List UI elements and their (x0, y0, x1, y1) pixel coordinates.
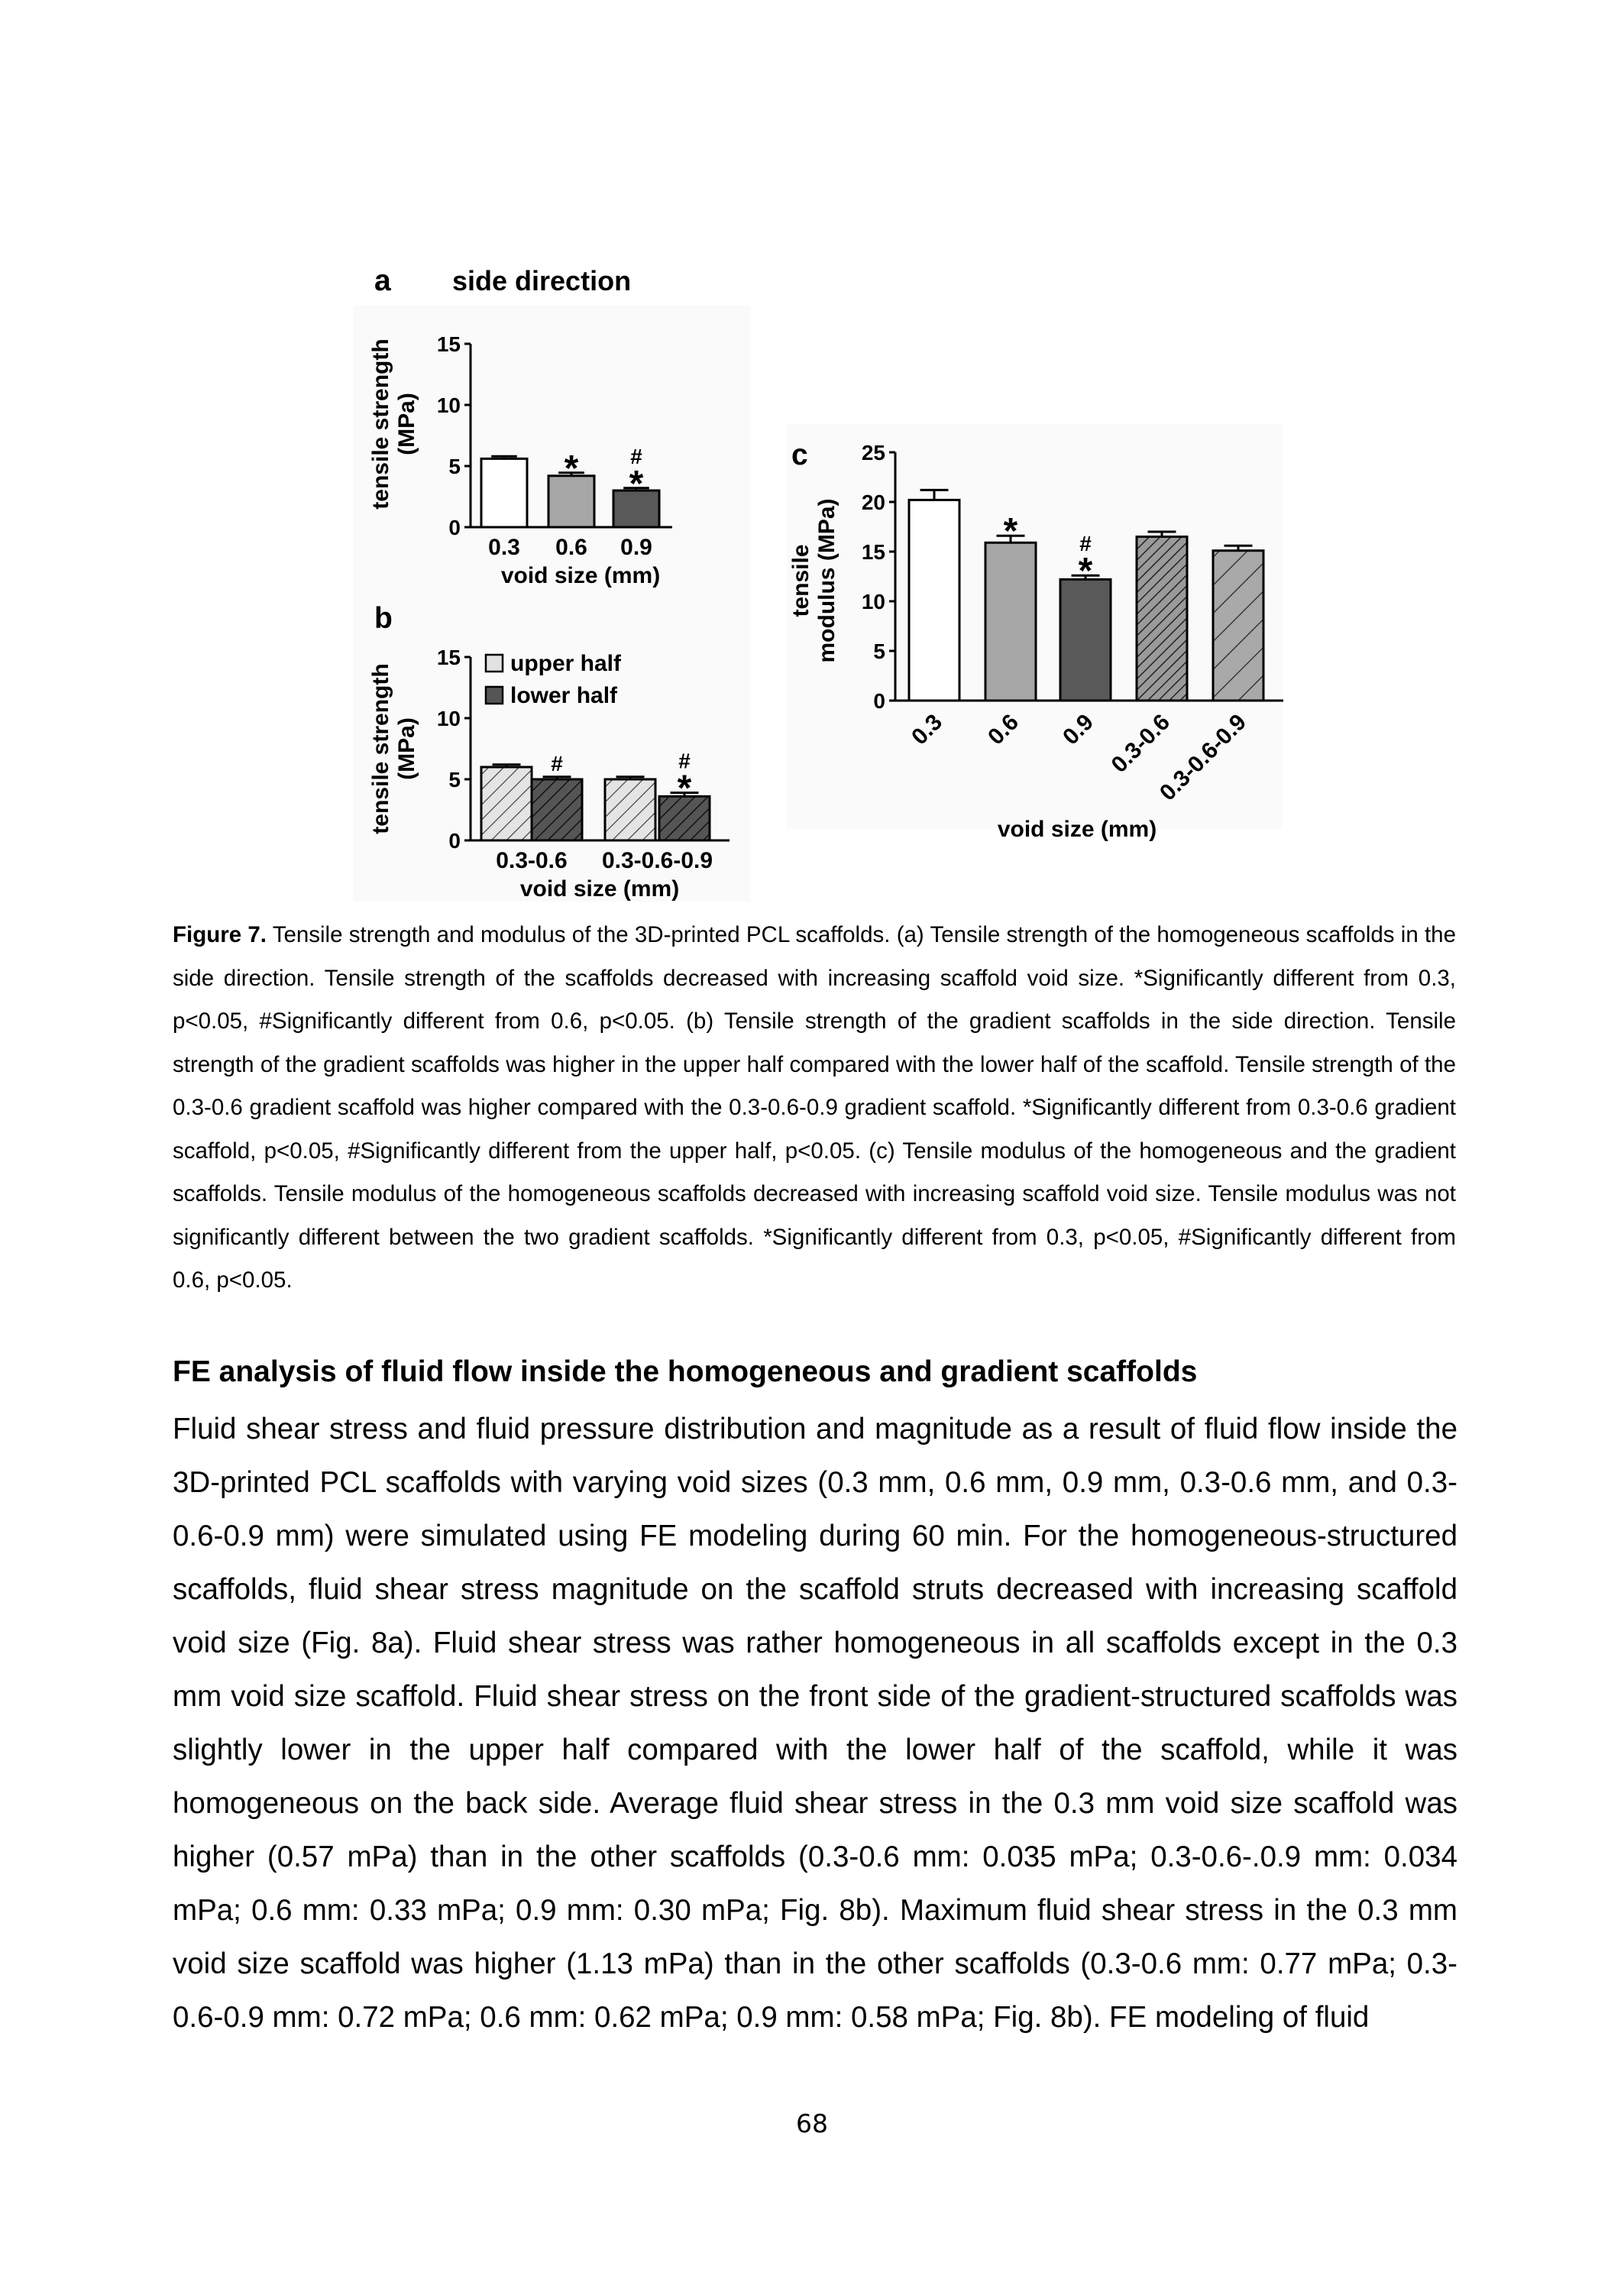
x-tick-label: 0.3-0.6 (496, 848, 568, 873)
y-tick-label: 5 (448, 455, 461, 478)
significance-star: * (677, 768, 692, 809)
figure-7 (0, 0, 1624, 917)
x-tick-label: 0.6 (983, 709, 1024, 750)
section-heading: FE analysis of fluid flow inside the homogeneous and gradient scaffolds (173, 1355, 1198, 1388)
panel-a-ylabel-line2: (MPa) (394, 393, 419, 455)
y-tick-label: 0 (448, 516, 461, 539)
bar (481, 767, 532, 840)
legend-label-lower-half: lower half (510, 683, 618, 708)
panel-b-letter: b (374, 602, 393, 635)
legend-label-upper-half: upper half (510, 651, 622, 676)
panel-b-ylabel-line1: tensile strength (368, 663, 393, 834)
x-tick-label: 0.6 (555, 535, 587, 560)
y-tick-label: 10 (436, 707, 461, 730)
y-tick-label: 15 (436, 646, 461, 669)
x-tick-label: 0.3 (907, 709, 947, 750)
bar (909, 500, 959, 701)
x-tick-label: 0.3 (488, 535, 520, 560)
bar (1137, 537, 1187, 701)
significance-hash: # (551, 751, 563, 775)
y-tick-label: 5 (448, 768, 461, 792)
bar (481, 458, 527, 527)
panel-a-title: side direction (452, 265, 632, 296)
y-tick-label: 5 (873, 639, 885, 663)
bar (1213, 551, 1263, 701)
bar (1060, 579, 1111, 701)
caption-label: Figure 7. (173, 922, 267, 947)
y-tick-label: 10 (861, 590, 885, 613)
bar (605, 779, 655, 840)
significance-hash: # (630, 444, 642, 468)
y-tick-label: 15 (436, 332, 461, 356)
x-tick-label: 0.3-0.6 (1106, 709, 1175, 778)
section-body: Fluid shear stress and fluid pressure distribution and magnitude as a result of fluid flow inside the 3D-printed PCL scaffolds with varying void sizes (0.3 mm, 0.6 mm, 0.9 mm, 0.3-0.6 mm, and 0.3-0.6-0.9 mm) were simulated using FE modeling during 60 min. For the homogeneous-structured scaffolds, fluid shear stress magnitude on the scaffold struts decreased with increasing scaffold void size (Fig. 8a). Fluid shear stress was rather homogeneous in all scaffolds except in the 0.3 mm void size scaffold. Fluid shear stress on the front side of the gradient-structured scaffolds was slightly lower in the upper half compared with the lower half of the scaffold, while it was homogeneous on the back side. Average fluid shear stress in the 0.3 mm void size scaffold was higher (0.57 mPa) than in the other scaffolds (0.3-0.6 mm: 0.035 mPa; 0.3-0.6-.0.9 mm: 0.034 mPa; 0.6 mm: 0.33 mPa; 0.9 mm: 0.30 mPa; Fig. 8b). Maximum fluid shear stress in the 0.3 mm void size scaffold was higher (1.13 mPa) than in the other scaffolds (0.3-0.6 mm: 0.77 mPa; 0.3-0.6-0.9 mm: 0.72 mPa; 0.6 mm: 0.62 mPa; 0.9 mm: 0.58 mPa; Fig. 8b). FE modeling of fluid (173, 1413, 1457, 2034)
panel-c-ylabel-line2: modulus (MPa) (814, 498, 839, 663)
y-tick-label: 25 (861, 441, 885, 465)
panel-c-xlabel: void size (mm) (997, 817, 1157, 842)
figure-caption (173, 914, 1456, 1303)
legend-swatch-lower-half (486, 687, 503, 704)
panel-a-xlabel: void size (mm) (500, 563, 661, 588)
panel-a-letter: a (374, 264, 391, 297)
panel-c-ylabel-line1: tensile (788, 544, 814, 617)
y-tick-label: 0 (873, 689, 885, 713)
significance-star: * (629, 463, 644, 504)
y-tick-label: 10 (436, 393, 461, 417)
bar (985, 542, 1036, 701)
significance-hash: # (1079, 532, 1092, 556)
x-tick-label: 0.3-0.6-0.9 (601, 848, 713, 873)
panel-c-letter: c (791, 439, 808, 471)
significance-star: * (1003, 511, 1018, 552)
caption-text: Tensile strength and modulus of the 3D-printed PCL scaffolds. (a) Tensile strength of the homogeneous scaffolds in the side direction. Tensile strength of the scaffolds decreased with increasing scaffold void size. *Significantly different from 0.3, p<0.05, #Significantly different from 0.6, p<0.05. (b) Tensile strength of the gradient scaffolds in the side direction. Tensile strength of the gradient scaffolds was higher in the upper half compared with the lower half of the scaffold. Tensile strength of the 0.3-0.6 gradient scaffold was higher compared with the 0.3-0.6-0.9 gradient scaffold. *Significantly different from 0.3-0.6 gradient scaffold, p<0.05, #Significantly different from the upper half, p<0.05. (c) Tensile modulus of the homogeneous and the gradient scaffolds. Tensile modulus of the homogeneous scaffolds decreased with increasing scaffold void size. Tensile modulus was not significantly different between the two gradient scaffolds. *Significantly different from 0.3, p<0.05, #Significantly different from 0.6, p<0.05. (173, 922, 1456, 1293)
panel-b-ylabel-line2: (MPa) (394, 717, 419, 780)
significance-hash: # (678, 749, 691, 773)
bar (532, 779, 582, 840)
panel-b-xlabel: void size (mm) (519, 876, 680, 902)
panel-a-ylabel-line1: tensile strength (368, 338, 393, 510)
y-tick-label: 0 (448, 829, 461, 853)
significance-star: * (564, 448, 579, 489)
page-number: 68 (796, 2109, 828, 2138)
x-tick-label: 0.9 (620, 535, 652, 560)
significance-star: * (1078, 551, 1093, 592)
y-tick-label: 15 (861, 540, 885, 564)
x-tick-label: 0.3-0.6-0.9 (1155, 709, 1251, 806)
y-tick-label: 20 (861, 490, 885, 514)
x-tick-label: 0.9 (1058, 709, 1098, 750)
legend-swatch-upper-half (486, 655, 503, 672)
